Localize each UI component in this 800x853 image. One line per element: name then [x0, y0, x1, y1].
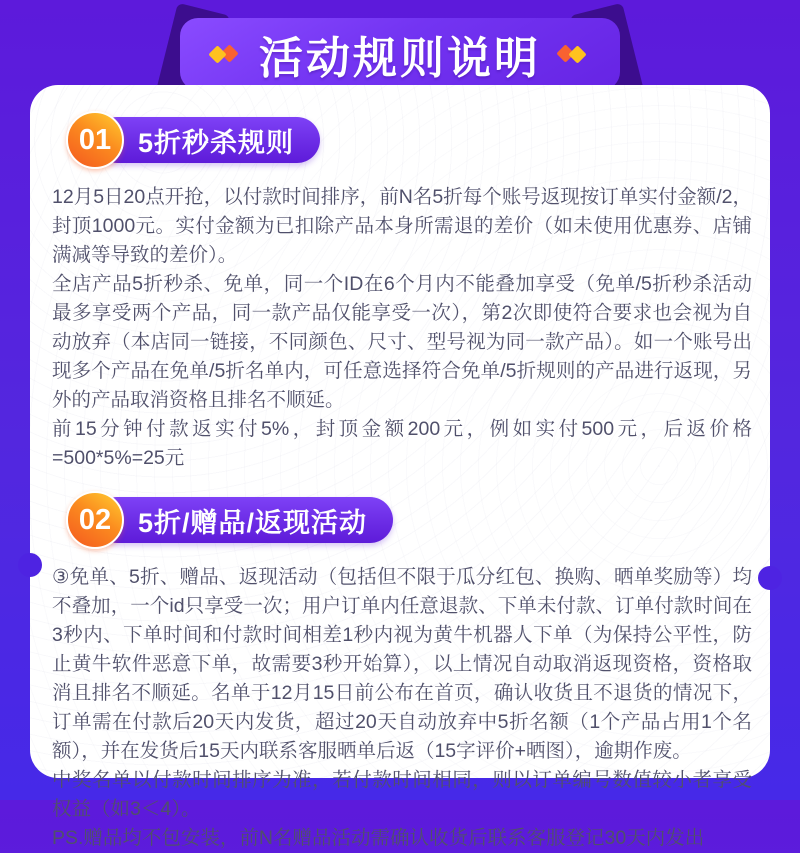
diamond-yellow-icon — [568, 45, 586, 63]
rule-paragraph: 前15分钟付款返实付5%，封顶金额200元，例如实付500元，后返价格=500*5%=25元 — [52, 418, 752, 469]
section-number-badge: 01 — [66, 111, 124, 169]
section-gift-cashback-rules — [52, 491, 752, 853]
section-flash-sale-rules — [52, 111, 752, 473]
section-title: 5折/赠品/返现活动 — [138, 507, 368, 538]
section-title-pill — [94, 497, 393, 543]
section-02-header — [66, 491, 752, 549]
rule-paragraph: 中奖名单以付款时间排序为准，若付款时间相同，则以订单编号数值较小者享受权益（如3＜4）。 — [52, 769, 752, 820]
section-number-badge: 02 — [66, 491, 124, 549]
rule-paragraph: PS.赠品均不包安装，前N名赠品活动需确认收货后联系客服登记30天内发出 — [52, 827, 705, 849]
section-01-header — [66, 111, 752, 169]
section-title-pill — [94, 117, 320, 163]
rule-paragraph: 12月5日20点开抢，以付款时间排序，前N名5折每个账号返现按订单实付金额/2，封顶1000元。实付金额为已扣除产品本身所需退的差价（如未使用优惠券、店铺满减等导致的差价）。 — [52, 186, 752, 266]
card-notch-left — [18, 553, 42, 577]
diamond-decoration-icon — [557, 43, 591, 65]
rules-card-content — [52, 111, 752, 853]
page-title: 活动规则说明 — [259, 34, 541, 83]
rule-paragraph: 全店产品5折秒杀、免单，同一个ID在6个月内不能叠加享受（免单/5折秒杀活动最多享受两个产品，同一款产品仅能享受一次），第2次即使符合要求也会视为自动放弃（本店同一链接，不同颜色、尺寸、型号视为同一款产品）。如一个账号出现多个产品在免单/5折名单内，可任意选择符合免单/5折规则的产品进行返现，另外的产品取消资格且排名不顺延。 — [52, 273, 752, 411]
section-01-rules-text — [52, 183, 752, 473]
section-title: 5折秒杀规则 — [138, 127, 295, 158]
rules-card — [30, 85, 770, 849]
rule-paragraph: ③免单、5折、赠品、返现活动（包括但不限于瓜分红包、换购、晒单奖励等）均不叠加，一个id只享受一次；用户订单内任意退款、下单未付款、订单付款时间在3秒内、下单时间和付款时间相差1秒内视为黄牛机器人下单（为保持公平性，防止黄牛软件恶意下单，故需要3秒开始算），以上情况自动取消返现资格，资格取消且排名不顺延。名单于12月15日前公布在首页，确认收货且不退货的情况下，订单需在付款后20天内发货，超过20天自动放弃中5折名额（1个产品占用1个名额），并在发货后15天内联系客服晒单后返（15字评价+晒图），逾期作废。 — [52, 566, 752, 762]
section-02-rules-text — [52, 563, 752, 853]
ribbon-banner — [180, 18, 620, 90]
diamond-decoration-icon — [209, 43, 243, 65]
card-notch-right — [758, 566, 782, 590]
